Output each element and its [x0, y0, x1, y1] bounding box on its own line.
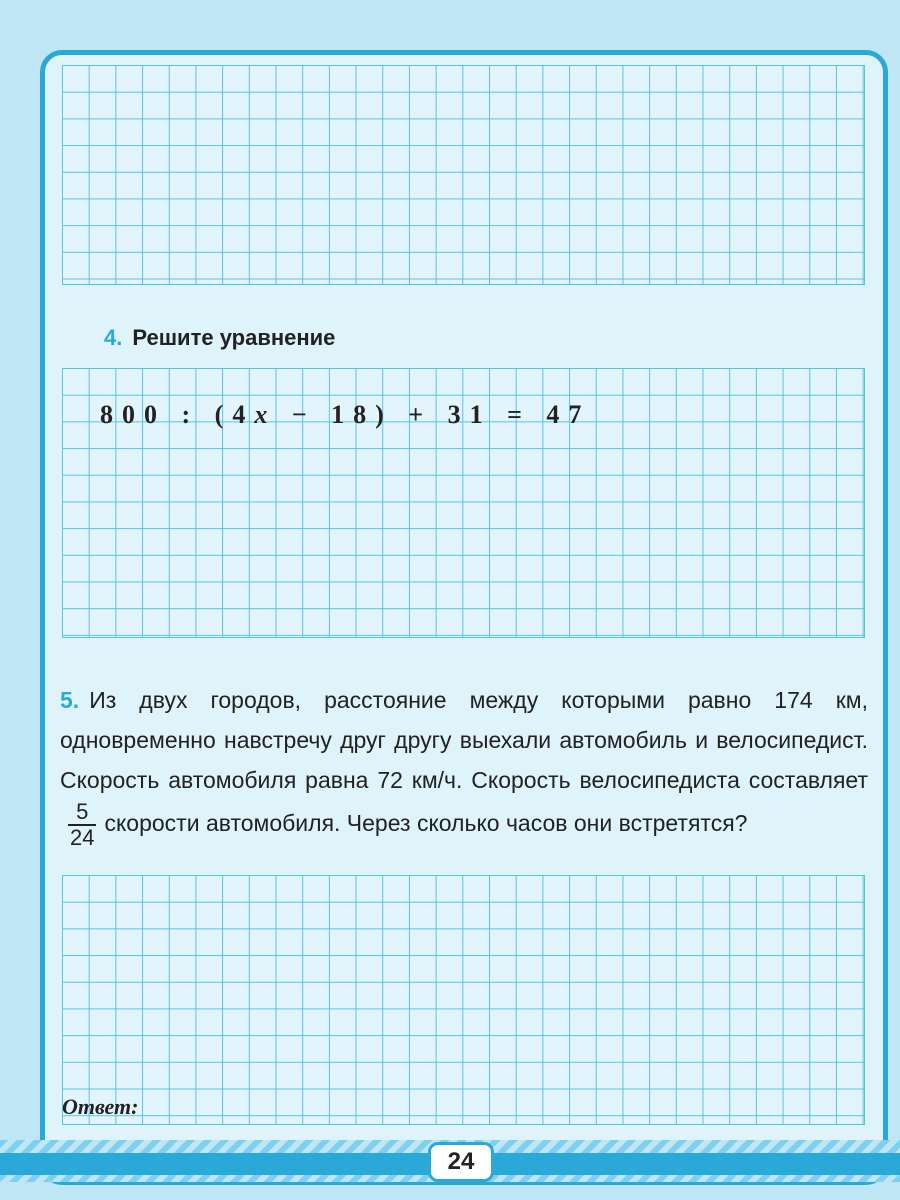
equation-part2: − 18) + 31 = 47	[276, 400, 591, 429]
equation-part1: 800 : (4	[100, 400, 255, 429]
answer-label: Ответ:	[62, 1094, 139, 1119]
task5-number: 5.	[60, 687, 80, 713]
task4-number: 4.	[104, 325, 123, 350]
equation-variable: x	[254, 400, 277, 429]
task4-heading	[104, 325, 335, 351]
task5-text-before: Из двух городов, расстояние между которыми равно 174 км, одновременно навстречу друг другу выехали автомобиль и велосипедист. Скорость автомобиля равна 72 км/ч. Скорость велосипедиста составляет	[60, 687, 868, 793]
task4-title: Решите уравнение	[132, 325, 336, 350]
page-number: 24	[428, 1142, 494, 1182]
task5-text-after: скорости автомобиля. Через сколько часов они встретятся?	[104, 810, 748, 837]
fraction	[68, 800, 96, 850]
task5-answer-grid[interactable]	[62, 875, 865, 1125]
equation	[100, 400, 590, 430]
task5-problem	[60, 680, 868, 850]
fraction-denominator: 24	[70, 825, 95, 850]
grid-area-top	[62, 65, 865, 285]
fraction-numerator: 5	[76, 799, 89, 824]
